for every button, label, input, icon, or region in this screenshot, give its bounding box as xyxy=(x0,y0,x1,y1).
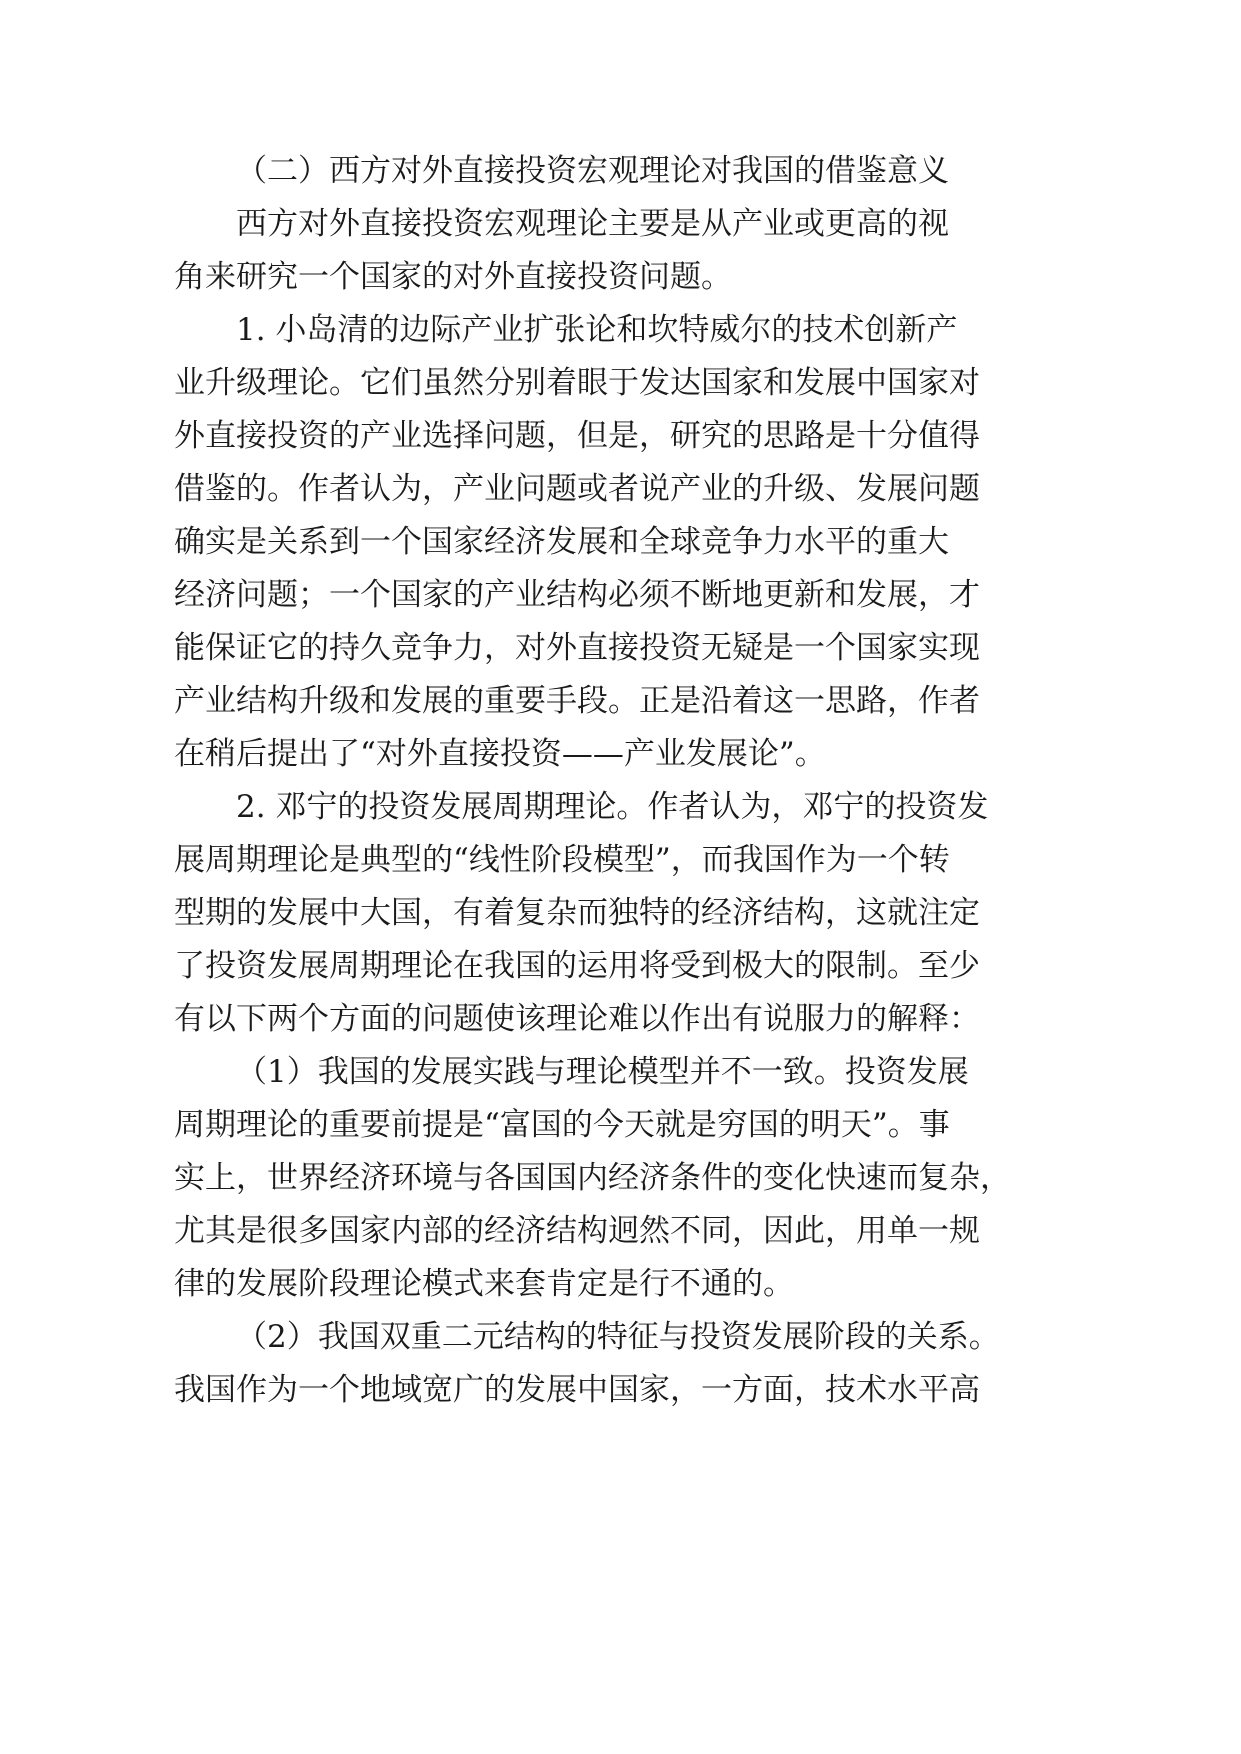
paragraph-line: 业升级理论。它们虽然分别着眼于发达国家和发展中国家对 xyxy=(174,365,980,401)
paragraph-line: 外直接投资的产业选择问题，但是，研究的思路是十分值得 xyxy=(174,418,980,454)
paragraph-line: 了投资发展周期理论在我国的运用将受到极大的限制。至少 xyxy=(174,948,980,984)
paragraph-line: 产业结构升级和发展的重要手段。正是沿着这一思路，作者 xyxy=(174,683,980,719)
paragraph-line: 周期理论的重要前提是“富国的今天就是穷国的明天”。事 xyxy=(174,1107,950,1143)
paragraph-line: 律的发展阶段理论模式来套肯定是行不通的。 xyxy=(174,1266,794,1302)
paragraph-line: （2）我国双重二元结构的特征与投资发展阶段的关系。 xyxy=(236,1319,1000,1355)
paragraph-line: 展周期理论是典型的“线性阶段模型”，而我国作为一个转 xyxy=(174,842,950,878)
paragraph-line: 西方对外直接投资宏观理论主要是从产业或更高的视 xyxy=(236,206,949,242)
paragraph-line: 我国作为一个地域宽广的发展中国家，一方面，技术水平高 xyxy=(174,1372,980,1408)
paragraph-line: 借鉴的。作者认为，产业问题或者说产业的升级、发展问题 xyxy=(174,471,980,507)
paragraph-line: 有以下两个方面的问题使该理论难以作出有说服力的解释： xyxy=(174,1001,980,1037)
paragraph-line: 确实是关系到一个国家经济发展和全球竞争力水平的重大 xyxy=(174,524,949,560)
paragraph-line: 尤其是很多国家内部的经济结构迥然不同，因此，用单一规 xyxy=(174,1213,980,1249)
section-heading: （二）西方对外直接投资宏观理论对我国的借鉴意义 xyxy=(236,153,949,189)
paragraph-line: （1）我国的发展实践与理论模型并不一致。投资发展 xyxy=(236,1054,969,1090)
paragraph-line: 在稍后提出了“对外直接投资——产业发展论”。 xyxy=(174,736,826,772)
paragraph-line: 型期的发展中大国，有着复杂而独特的经济结构，这就注定 xyxy=(174,895,980,931)
paragraph-line: 2. 邓宁的投资发展周期理论。作者认为，邓宁的投资发 xyxy=(236,789,989,825)
paragraph-line: 1. 小岛清的边际产业扩张论和坎特威尔的技术创新产 xyxy=(236,312,958,348)
paragraph-line: 经济问题；一个国家的产业结构必须不断地更新和发展，才 xyxy=(174,577,980,613)
paragraph-line: 角来研究一个国家的对外直接投资问题。 xyxy=(174,259,732,295)
paragraph-line: 实上，世界经济环境与各国国内经济条件的变化快速而复杂， xyxy=(174,1160,1011,1196)
paragraph-line: 能保证它的持久竞争力，对外直接投资无疑是一个国家实现 xyxy=(174,630,980,666)
